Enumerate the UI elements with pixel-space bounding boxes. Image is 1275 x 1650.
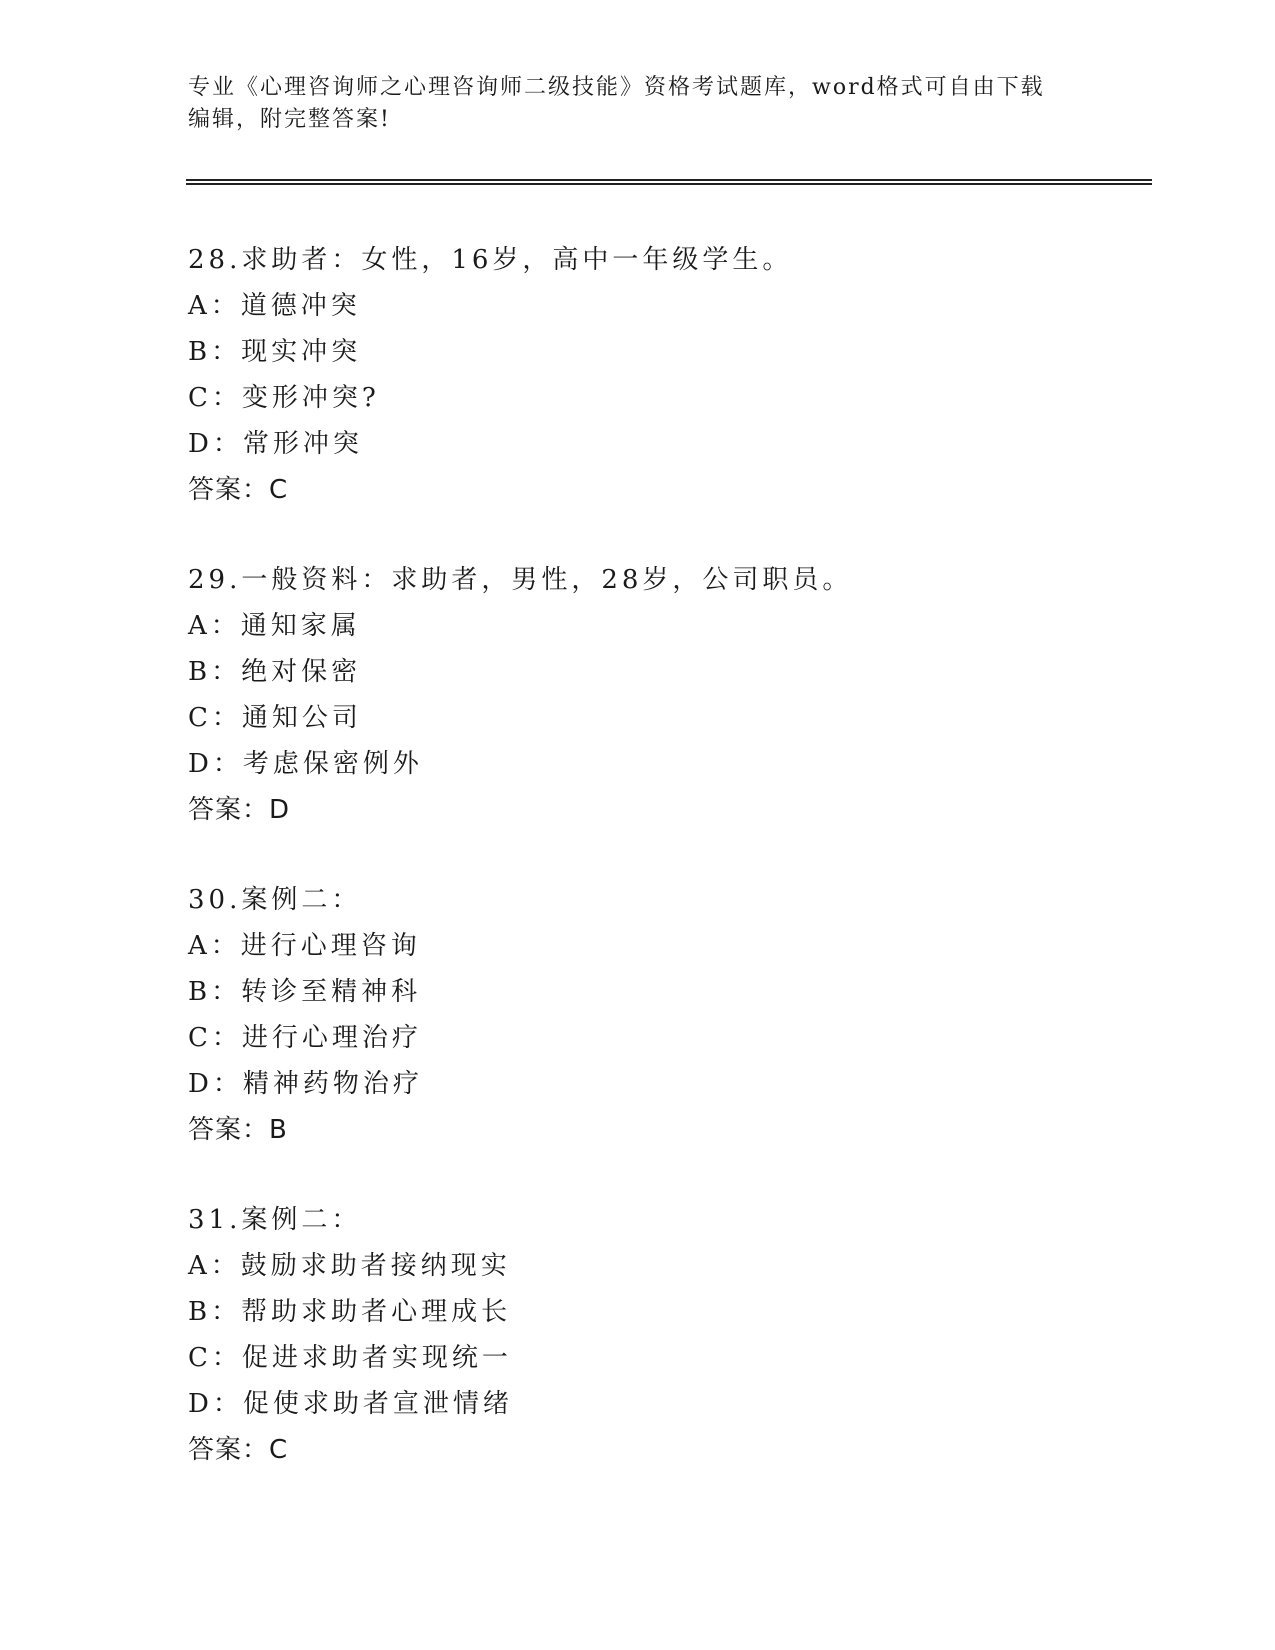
option-b: B：现实冲突 <box>188 337 362 367</box>
option-d: D：促使求助者宣泄情绪 <box>188 1389 513 1419</box>
option-d: D：精神药物治疗 <box>188 1069 423 1099</box>
question-stem: 30.案例二： <box>188 885 362 915</box>
option-d: D：考虑保密例外 <box>188 749 423 779</box>
option-b: B：帮助求助者心理成长 <box>188 1297 512 1327</box>
question-28 <box>188 237 1148 557</box>
option-c: C：促进求助者实现统一 <box>188 1343 512 1373</box>
option-c: C：进行心理治疗 <box>188 1023 422 1053</box>
option-a: A：鼓励求助者接纳现实 <box>188 1251 511 1281</box>
answer-text: 答案：B <box>188 1115 288 1145</box>
answer-text: 答案：D <box>188 795 291 825</box>
question-31 <box>188 1197 1148 1517</box>
option-d: D：常形冲突 <box>188 429 363 459</box>
question-stem: 31.案例二： <box>188 1205 362 1235</box>
option-c: C：通知公司 <box>188 703 362 733</box>
question-30 <box>188 877 1148 1197</box>
question-29 <box>188 557 1148 877</box>
header-line-2: 编辑，附完整答案! <box>188 107 391 132</box>
header-divider-bottom <box>186 183 1152 185</box>
header-divider-top <box>186 179 1152 181</box>
question-stem: 29.一般资料：求助者，男性，28岁，公司职员。 <box>188 565 853 595</box>
document-header <box>188 72 1088 136</box>
option-b: B：绝对保密 <box>188 657 362 687</box>
question-list <box>188 237 1148 1517</box>
option-a: A：道德冲突 <box>188 291 361 321</box>
option-a: A：通知家属 <box>188 611 361 641</box>
option-c: C：变形冲突? <box>188 383 380 413</box>
header-line-1: 专业《心理咨询师之心理咨询师二级技能》资格考试题库，word格式可自由下载 <box>188 75 1045 100</box>
answer-text: 答案：C <box>188 1435 289 1465</box>
question-stem: 28.求助者：女性，16岁，高中一年级学生。 <box>188 245 793 275</box>
option-b: B：转诊至精神科 <box>188 977 422 1007</box>
answer-text: 答案：C <box>188 475 289 505</box>
option-a: A：进行心理咨询 <box>188 931 421 961</box>
